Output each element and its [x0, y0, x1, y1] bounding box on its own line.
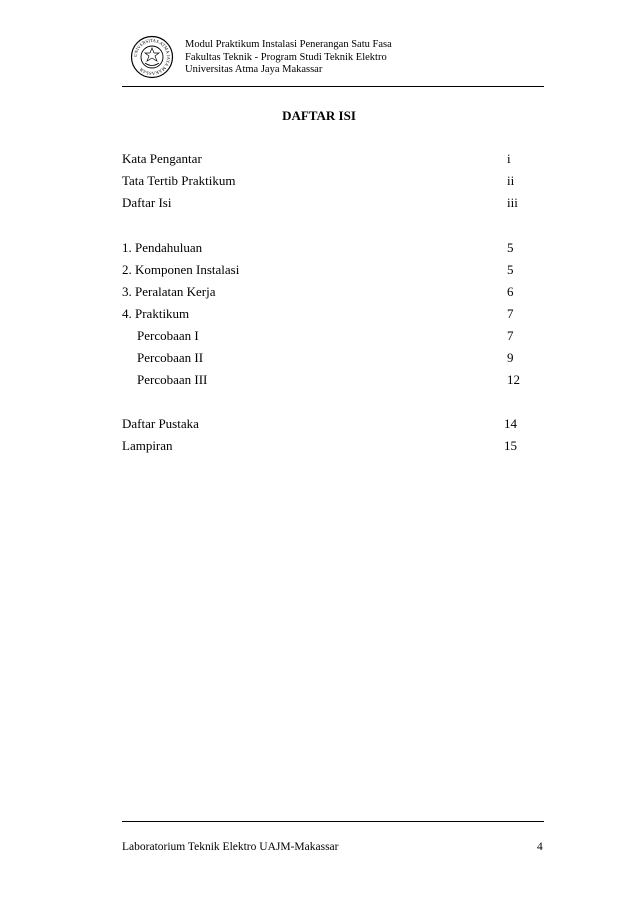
toc-entry-page: 5 — [507, 240, 514, 255]
toc-entry — [122, 262, 542, 280]
toc-entry-label: Lampiran — [122, 438, 173, 453]
toc-entry-label: Percobaan III — [137, 372, 208, 387]
toc-entry — [122, 284, 542, 302]
toc-entry-label: Daftar Pustaka — [122, 416, 199, 431]
header-university: Universitas Atma Jaya Makassar — [185, 64, 323, 75]
toc-entry-label: Percobaan I — [137, 328, 199, 343]
toc-entry — [122, 416, 542, 434]
toc-entry-label: 3. Peralatan Kerja — [122, 284, 216, 299]
toc-entry — [122, 306, 542, 324]
toc-entry-page: i — [507, 151, 511, 166]
page-header — [122, 30, 542, 86]
toc-entry-page: ii — [507, 173, 515, 188]
header-text — [185, 39, 392, 77]
toc-entry — [122, 438, 542, 456]
toc-subentry — [122, 372, 542, 390]
footer-lab-name: Laboratorium Teknik Elektro UAJM-Makassar — [122, 841, 339, 853]
toc-entry-page: 7 — [507, 328, 514, 343]
toc-subentry — [122, 350, 542, 368]
toc-entry-page: 6 — [507, 284, 514, 299]
toc-entry-page: 12 — [507, 372, 520, 387]
toc-entry-page: 9 — [507, 350, 514, 365]
header-faculty: Fakultas Teknik - Program Studi Teknik Elektro — [185, 51, 387, 63]
toc-entry — [122, 151, 542, 169]
header-module-title: Modul Praktikum Instalasi Penerangan Satu Fasa — [185, 39, 392, 50]
header-divider — [122, 86, 544, 87]
toc-entry-label: Daftar Isi — [122, 195, 172, 210]
toc-subentry — [122, 328, 542, 346]
footer-divider — [122, 821, 544, 822]
toc-entry-page: 5 — [507, 262, 514, 277]
toc-entry-label: Percobaan II — [137, 350, 204, 365]
toc-entry-label: 1. Pendahuluan — [122, 240, 203, 255]
toc-entry-page: 7 — [507, 306, 514, 321]
toc-entry-page: 15 — [504, 438, 517, 453]
toc-entry — [122, 240, 542, 258]
toc-entry-label: 2. Komponen Instalasi — [122, 262, 240, 277]
svg-text:UNIVERSITAS ATMA JAYA MAKASSAR: UNIVERSITAS ATMA JAYA MAKASSAR — [132, 37, 172, 77]
page-title: DAFTAR ISI — [282, 108, 356, 123]
toc-entry-page: 14 — [504, 416, 517, 431]
toc-entry-label: Kata Pengantar — [122, 151, 202, 166]
toc-entry — [122, 173, 542, 191]
toc-entry-label: Tata Tertib Praktikum — [122, 173, 236, 188]
toc-entry-page: iii — [507, 195, 518, 210]
toc-entry-label: 4. Praktikum — [122, 306, 190, 321]
toc-entry — [122, 195, 542, 213]
university-seal-icon — [130, 35, 174, 79]
footer-page-number: 4 — [537, 841, 543, 853]
